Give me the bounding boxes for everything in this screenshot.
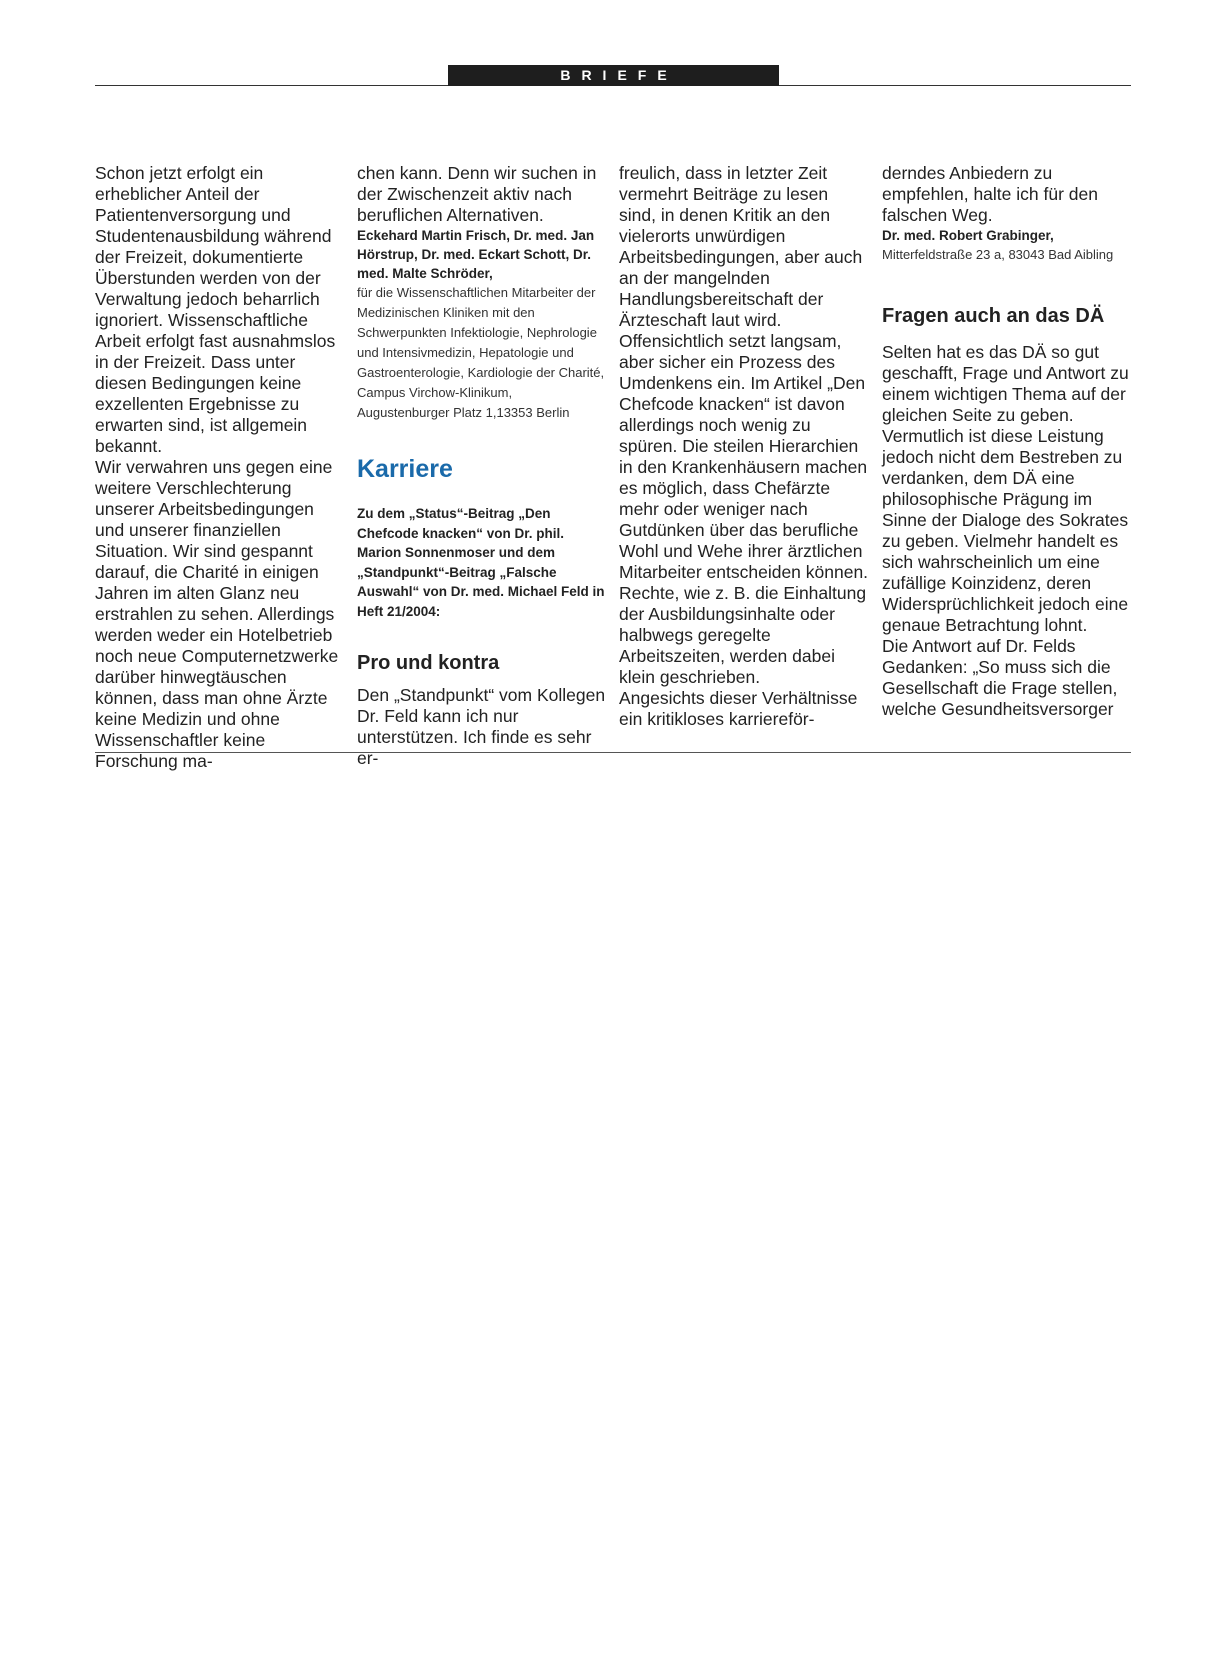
section-heading-karriere: Karriere [357, 455, 453, 483]
body-paragraph: Die Antwort auf Dr. Felds Gedanken: „So muss sich die Gesellschaft die Frage stellen, welche Gesundheitsversorger [882, 636, 1118, 719]
letter-address: Mitterfeldstraße 23 a, 83043 Bad Aibling [882, 247, 1114, 262]
letters-columns [95, 163, 1131, 771]
body-paragraph: Schon jetzt erfolgt ein erheblicher Anteil der Patientenversorgung und Studentenausbildung während der Freizeit, dokumentierte Überstunden werden von der Verwaltung jedoch beharrlich ignoriert. Wissenschaftliche Arbeit erfolgt fast ausnahmslos in der Freizeit. Dass unter diesen Bedingungen keine exzellenten Ergebnisse zu erwarten sind, ist allgemein bekannt. [95, 163, 336, 456]
article-reference: Zu dem „Status“-Beitrag „Den Chefcode knacken“ von Dr. phil. Marion Sonnenmoser und dem „Standpunkt“-Beitrag „Falsche Auswahl“ von Dr. med. Michael Feld in Heft 21/2004: [357, 506, 605, 619]
body-paragraph: Selten hat es das DÄ so gut geschafft, Frage und Antwort zu einem wichtigen Thema auf der gleichen Seite zu geben. Vermutlich ist diese Leistung jedoch nicht dem Bestreben zu verdanken, dem DÄ eine philosophische Prägung im Sinne der Dialoge des Sokrates zu geben. Vielmehr handelt es sich wahrscheinlich um eine zufällige Koinzidenz, deren Widersprüchlichkeit jedoch eine genaue Betrachtung lohnt. [882, 342, 1129, 635]
body-paragraph: Wir verwahren uns gegen eine weitere Verschlechterung unserer Arbeitsbedingungen und unserer finanziellen Situation. Wir sind gespannt darauf, die Charité in einigen Jahren im alten Glanz neu erstrahlen zu sehen. Allerdings werden weder ein Hotelbetrieb noch neue Computernetzwerke darüber hinwegtäuschen können, dass man ohne Ärzte keine Medizin und ohne Wissenschaftler keine Forschung ma- [95, 457, 339, 771]
body-paragraph: derndes Anbiedern zu empfehlen, halte ich für den falschen Weg. [882, 163, 1098, 225]
letter-authors: Eckehard Martin Frisch, Dr. med. Jan Hörstrup, Dr. med. Eckart Schott, Dr. med. Malte Schröder, [357, 228, 595, 281]
body-paragraph: Den „Standpunkt“ vom Kollegen Dr. Feld kann ich nur unterstützen. Ich finde es sehr er- [357, 685, 606, 768]
letter-title: Fragen auch an das DÄ [882, 305, 1105, 327]
body-paragraph: freulich, dass in letzter Zeit vermehrt Beiträge zu lesen sind, in denen Kritik an den vielerorts unwürdigen Arbeitsbedingungen, aber auch an der mangelnden Handlungsbereitschaft der Ärzteschaft laut wird. Offensichtlich setzt langsam, aber sicher ein Prozess des Umdenkens ein. Im Artikel „Den Chefcode knacken“ ist davon allerdings noch wenig zu spüren. Die steilen Hierarchien in den Krankenhäusern machen es möglich, dass Chefärzte mehr oder weniger nach Gutdünken über das berufliche Wohl und Wehe ihrer ärztlichen Mitarbeiter entscheiden können. Rechte, wie z. B. die Einhaltung der Ausbildungsinhalte oder halbwegs geregelte Arbeitszeiten, werden dabei klein geschrieben. [619, 163, 869, 687]
column-1 [95, 163, 345, 772]
footer-rule [95, 752, 1131, 753]
letter-affiliation: für die Wissenschaftlichen Mitarbeiter der Medizinischen Kliniken mit den Schwerpunkten Infektiologie, Nephrologie und Intensivmedizin, Hepatologie und Gastroenterologie, Kardiologie der Charité, Campus Virchow-Klinikum, Augustenburger Platz 1,13353 Berlin [357, 285, 605, 420]
column-2 [357, 163, 607, 769]
column-3 [619, 163, 869, 730]
column-4 [882, 163, 1132, 720]
body-paragraph: chen kann. Denn wir suchen in der Zwischenzeit aktiv nach beruflichen Alternativen. [357, 163, 597, 225]
letter-author: Dr. med. Robert Grabinger, [882, 228, 1054, 243]
body-paragraph: Angesichts dieser Verhältnisse ein kritikloses karriereför- [619, 688, 858, 729]
section-label: BRIEFE [448, 65, 779, 86]
letter-title: Pro und kontra [357, 652, 500, 674]
